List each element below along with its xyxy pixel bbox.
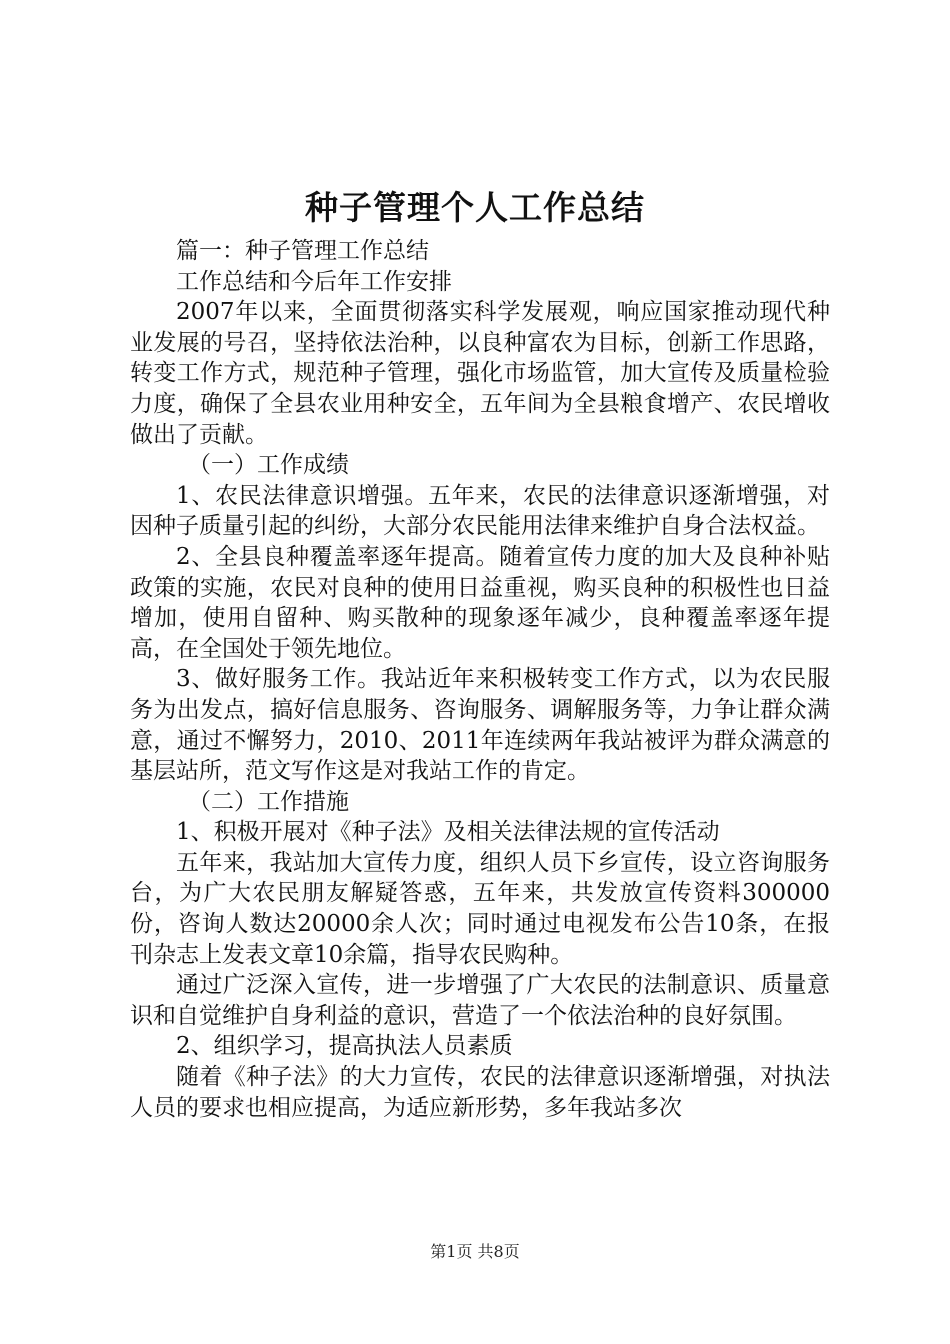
page-footer: 第1页 共8页 [430,1242,520,1261]
section-heading-measures: （二）工作措施 [188,788,349,815]
paragraph-measure-1-result: 通过广泛深入宣传，进一步增强了广大农民的法制意识、质量意识和自觉维护自身利益的意识，营造了一个依法治种的良好氛围。 [130,972,830,1029]
paragraph-achievement-3: 3、做好服务工作。我站近年来积极转变工作方式，以为农民服务为出发点，搞好信息服务、咨询服务、调解服务等，力争让群众满意，通过不懈努力，2010、2011年连续两年我站被评为群众满意的基层站所，范文写作这是对我站工作的肯定。 [130,666,830,785]
section-heading-achievements: （一）工作成绩 [188,452,349,479]
paragraph-article-heading: 篇一：种子管理工作总结 [176,238,429,264]
document-body [130,236,830,1123]
paragraph-measure-2-body: 随着《种子法》的大力宣传，农民的法律意识逐渐增强，对执法人员的要求也相应提高，为适应新形势，多年我站多次 [130,1064,830,1121]
paragraph-achievement-2: 2、全县良种覆盖率逐年提高。随着宣传力度的加大及良种补贴政策的实施，农民对良种的使用日益重视，购买良种的积极性也日益增加，使用自留种、购买散种的现象逐年减少，良种覆盖率逐年提高，在全国处于领先地位。 [130,543,830,662]
paragraph-measure-2-heading: 2、组织学习，提高执法人员素质 [176,1033,513,1060]
paragraph-intro: 2007年以来，全面贯彻落实科学发展观，响应国家推动现代种业发展的号召，坚持依法治种，以良种富农为目标，创新工作思路，转变工作方式，规范种子管理，强化市场监管，加大宣传及质量检验力度，确保了全县农业用种安全，五年间为全县粮食增产、农民增收做出了贡献。 [130,299,830,448]
paragraph-measure-1-heading: 1、积极开展对《种子法》及相关法律法规的宣传活动 [176,819,720,846]
paragraph-achievement-1: 1、农民法律意识增强。五年来，农民的法律意识逐渐增强，对因种子质量引起的纠纷，大部分农民能用法律来维护自身合法权益。 [130,482,830,540]
document-title: 种子管理个人工作总结 [305,188,645,227]
paragraph-measure-1-body: 五年来，我站加大宣传力度，组织人员下乡宣传，设立咨询服务台，为广大农民朋友解疑答惑，五年来，共发放宣传资料300000份，咨询人数达20000余人次；同时通过电视发布公告10条，在报刊杂志上发表文章10余篇，指导农民购种。 [130,849,830,968]
paragraph-subtitle: 工作总结和今后年工作安排 [176,268,452,295]
